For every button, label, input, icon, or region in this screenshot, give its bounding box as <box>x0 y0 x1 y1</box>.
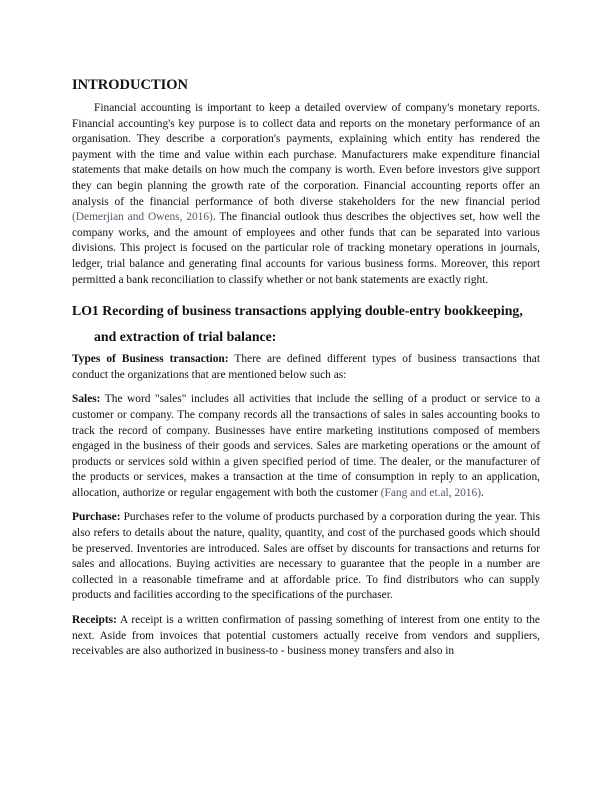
receipts-text: A receipt is a written confirmation of passing something of interest from one entity to the next. Aside from invoices that potential customers actually receive from vendors and suppliers, receivables are also authorized in business-to - business money transfers and also in <box>72 614 540 658</box>
introduction-text-a: Financial accounting is important to keep a detailed overview of company's monetary reports. Financial accounting's key purpose is to collect data and reports on the monetary performance of an organisation. They describe a corporation's payments, explaining which entity has rendered the payment with the time and value within each purchase. Manufacturers make expenditure financial statements that make details on how much the company is worth. Even before investors give support they can begin planning the growth rate of the corporation. Financial accounting reports offer an analysis of the financial performance of both diverse stakeholders for the new financial period <box>72 102 540 208</box>
sales-citation: (Fang and et.al, 2016) <box>380 486 481 499</box>
receipts-paragraph <box>72 613 540 660</box>
introduction-text-b: . The financial outlook thus describes the objectives set, how well the company works, and the amount of employees and other funds that can be separated into various divisions. This project is focused on the particular role of tracking monetary operations in journals, ledger, trial balance and generating final accounts for various business forms. Moreover, this report permitted a bank reconciliation to classify whether or not bank statements are exactly right. <box>72 211 540 286</box>
types-text: There are defined different types of business transactions that conduct the organizations that are mentioned below such as: <box>72 353 540 381</box>
purchase-text: Purchases refer to the volume of products purchased by a corporation during the year. This also refers to details about the nature, quality, quantity, and cost of the purchased goods which should be preserved. Inventories are introduced. Sales are offset by discounts for transactions and returns for sales and allocations. Buying activities are necessary to guarantee that the people in a number are collected in a reasonable timeframe and at affordable price. To find distributors who can supply products and facilities according to the specifications of the purchaser. <box>72 511 540 602</box>
introduction-paragraph <box>72 101 540 288</box>
lo1-heading-line1: LO1 Recording of business transactions applying double-entry bookkeeping, <box>72 303 523 319</box>
lo1-heading-line2: and extraction of trial balance: <box>94 329 277 345</box>
purchase-label: Purchase: <box>72 511 121 524</box>
introduction-citation: (Demerjian and Owens, 2016) <box>72 211 213 224</box>
types-paragraph <box>72 352 540 383</box>
sales-paragraph <box>72 392 540 501</box>
types-label: Types of Business transaction: <box>72 353 229 366</box>
sales-text-end: . <box>481 486 484 499</box>
page-content <box>72 76 540 660</box>
receipts-label: Receipts: <box>72 614 117 627</box>
purchase-paragraph <box>72 510 540 604</box>
sales-label: Sales: <box>72 393 101 406</box>
introduction-heading: INTRODUCTION <box>72 77 189 93</box>
lo1-heading <box>72 298 540 350</box>
sales-text: The word "sales" includes all activities that include the selling of a product or service to a customer or company. The company records all the transactions of sales in sales accounting books to track the record of company. Businesses have entire marketing institutions composed of members engaged in the business of their goods and services. Sales are marketing operations or the amount of products or services sold within a given specified period of time. The dealer, or the manufacturer of the products or services, makes a transaction at the time of consumption in reply to an application, allocation, authorize or regular engagement with both the customer <box>72 393 540 499</box>
